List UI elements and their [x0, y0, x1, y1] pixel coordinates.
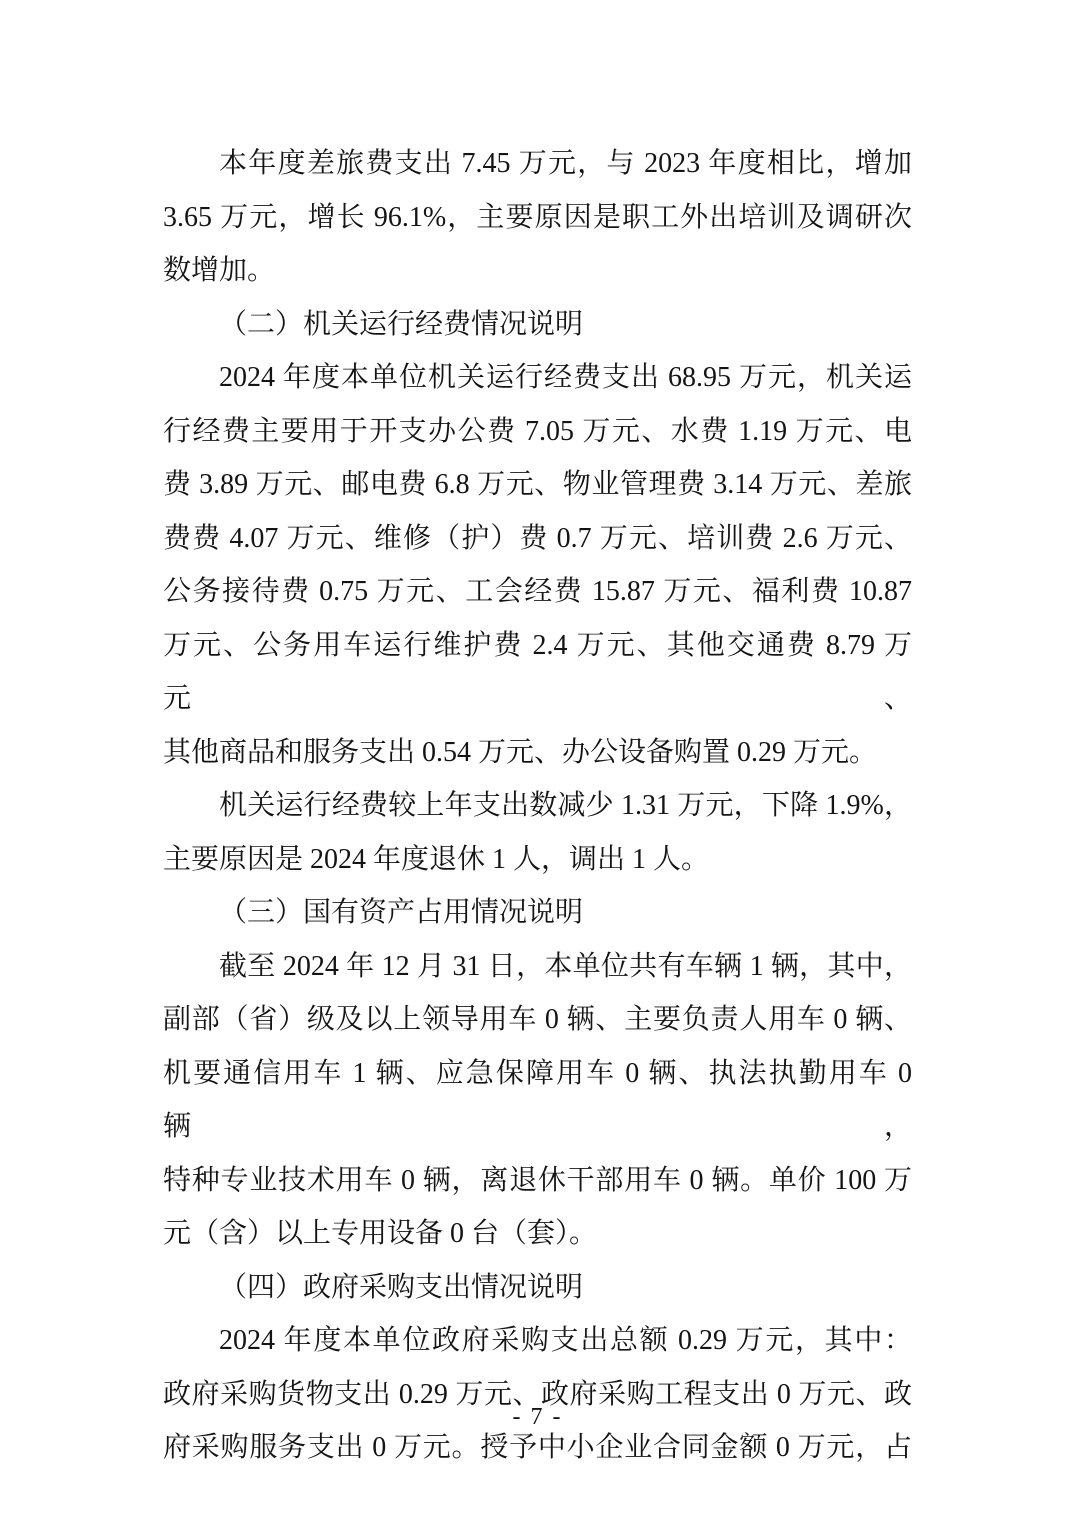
text-line: 副部（省）级及以上领导用车 0 辆、主要负责人用车 0 辆、 — [163, 1004, 912, 1035]
page-number: - 7 - — [512, 1404, 563, 1430]
text-line: 府采购服务支出 0 万元。授予中小企业合同金额 0 万元，占 — [163, 1432, 912, 1463]
text-line: 其他商品和服务支出 0.54 万元、办公设备购置 0.29 万元。 — [163, 736, 878, 768]
text-line: 元（含）以上专用设备 0 台（套）。 — [163, 1218, 598, 1249]
text-line: 特种专业技术用车 0 辆，离退休干部用车 0 辆。单价 100 万 — [163, 1164, 912, 1196]
text-line: 机要通信用车 1 辆、应急保障用车 0 辆、执法执勤用车 0 辆， — [163, 1057, 912, 1142]
section-heading: （四）政府采购支出情况说明 — [219, 1271, 584, 1303]
text-line: 主要原因是 2024 年度退休 1 人，调出 1 人。 — [163, 843, 710, 875]
text-line: 费 3.89 万元、邮电费 6.8 万元、物业管理费 3.14 万元、差旅 — [163, 469, 912, 500]
section-heading: （三）国有资产占用情况说明 — [219, 897, 584, 928]
text-line: 公务接待费 0.75 万元、工会经费 15.87 万元、福利费 10.87 — [163, 576, 912, 607]
text-line: 机关运行经费较上年支出数减少 1.31 万元，下降 1.9%， — [219, 790, 912, 821]
text-line: 2024 年度本单位机关运行经费支出 68.95 万元，机关运 — [219, 362, 912, 393]
text-line: 费费 4.07 万元、维修（护）费 0.7 万元、培训费 2.6 万元、 — [163, 522, 912, 554]
text-line: 数增加。 — [163, 255, 276, 286]
document-body — [163, 137, 912, 1475]
text-line: 本年度差旅费支出 7.45 万元，与 2023 年度相比，增加 — [219, 148, 912, 179]
text-line: 2024 年度本单位政府采购支出总额 0.29 万元，其中： — [219, 1325, 912, 1356]
text-line: 万元、公务用车运行维护费 2.4 万元、其他交通费 8.79 万元、 — [163, 629, 912, 714]
text-line: 截至 2024 年 12 月 31 日，本单位共有车辆 1 辆，其中， — [219, 950, 912, 982]
text-line: 政府采购货物支出 0.29 万元、政府采购工程支出 0 万元、政 — [163, 1378, 912, 1410]
text-line: 3.65 万元，增长 96.1%，主要原因是职工外出培训及调研次 — [163, 201, 912, 233]
text-line: 行经费主要用于开支办公费 7.05 万元、水费 1.19 万元、电 — [163, 415, 912, 447]
section-heading: （二）机关运行经费情况说明 — [219, 308, 584, 340]
